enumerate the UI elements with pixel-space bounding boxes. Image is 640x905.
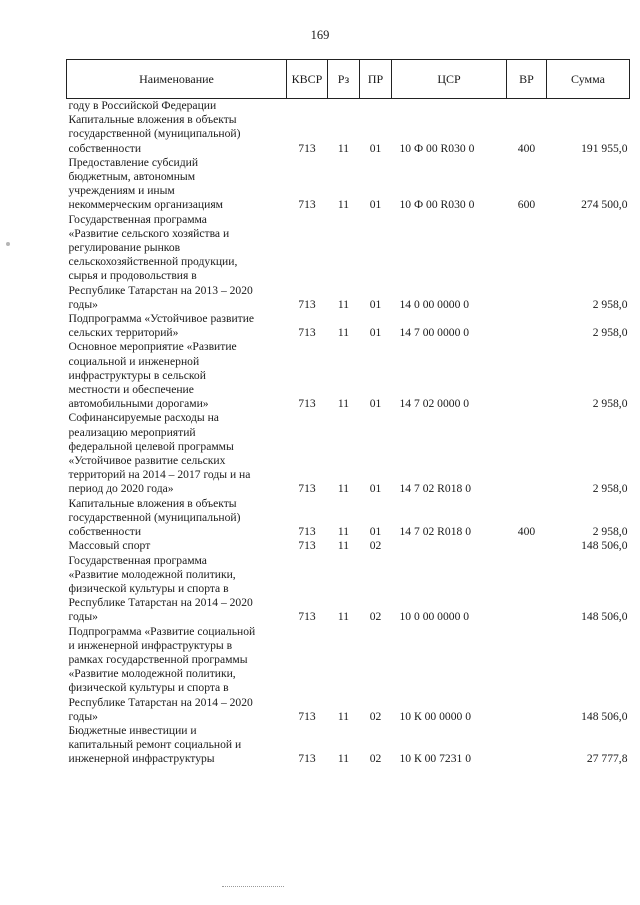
- row-sum: 148 506,0: [581, 610, 628, 624]
- bottom-scan-mark: [222, 886, 284, 889]
- row-rz: [328, 99, 360, 114]
- row-csr: [392, 99, 507, 114]
- table-row: [67, 99, 630, 114]
- row-sum: 148 506,0: [581, 539, 628, 553]
- row-pr: 01: [369, 198, 382, 212]
- row-name-line: физической культуры и спорта в: [68, 681, 229, 695]
- row-kvsr: 713: [298, 610, 316, 624]
- row-pr: 01: [369, 297, 382, 311]
- row-pr: [360, 99, 392, 114]
- row-name-line: Республике Татарстан на 2013 – 2020: [68, 283, 253, 297]
- row-rz: 11: [337, 525, 350, 539]
- row-csr: 14 7 02 R018 0: [399, 525, 471, 539]
- row-vr: 600: [517, 198, 536, 212]
- row-sum: 2 958,0: [592, 482, 628, 496]
- header-sum: Сумма: [547, 60, 630, 99]
- table-row: [67, 724, 630, 767]
- row-pr: 01: [369, 326, 382, 340]
- row-name-line: Государственная программа: [68, 553, 207, 567]
- header-kvsr: КВСР: [287, 60, 328, 99]
- row-name-line: Бюджетные инвестиции и: [68, 723, 197, 737]
- table-row: [67, 340, 630, 411]
- row-name-line: собственности: [68, 141, 142, 155]
- row-kvsr: 713: [298, 326, 316, 340]
- row-vr: [507, 539, 547, 553]
- table-row: [67, 213, 630, 312]
- row-vr: [507, 340, 547, 411]
- row-name-line: инженерной инфраструктуры: [68, 752, 215, 766]
- row-name-line: капитальный ремонт социальной и: [68, 738, 242, 752]
- row-pr: 02: [369, 539, 382, 553]
- row-rz: 11: [337, 397, 350, 411]
- row-kvsr: 713: [298, 198, 316, 212]
- row-csr: 14 7 02 0000 0: [399, 397, 470, 411]
- row-name-line: физической культуры и спорта в: [68, 581, 229, 595]
- row-pr: 02: [369, 610, 382, 624]
- row-kvsr: 713: [298, 141, 316, 155]
- header-vr: ВР: [507, 60, 547, 99]
- row-name: [67, 99, 287, 114]
- row-name-line: автомобильными дорогами»: [68, 397, 209, 411]
- row-csr: 10 0 00 0000 0: [399, 610, 470, 624]
- row-name-line: годы»: [68, 297, 98, 311]
- row-name-line: местности и обеспечение: [68, 383, 194, 397]
- row-name: [67, 113, 287, 156]
- row-pr: 02: [369, 752, 382, 766]
- row-vr: [507, 312, 547, 340]
- row-name: [67, 340, 287, 411]
- table-row: [67, 554, 630, 625]
- row-name-line: году в Российской Федерации: [68, 99, 217, 112]
- row-rz: 11: [337, 752, 350, 766]
- header-pr: ПР: [360, 60, 392, 99]
- row-sum: 2 958,0: [592, 525, 628, 539]
- table-row: [67, 497, 630, 540]
- page-number: 169: [310, 28, 330, 42]
- row-csr: 14 7 02 R018 0: [399, 482, 471, 496]
- row-csr: 10 К 00 0000 0: [399, 709, 471, 723]
- row-vr: [507, 554, 547, 625]
- row-name-line: территорий на 2014 – 2017 годы и на: [68, 468, 251, 482]
- row-csr: 10 К 00 7231 0: [399, 752, 471, 766]
- row-rz: 11: [337, 141, 350, 155]
- row-name-line: Капитальные вложения в объекты: [68, 496, 237, 510]
- margin-mark: [6, 242, 10, 246]
- row-name-line: «Развитие молодежной политики,: [68, 567, 236, 581]
- row-kvsr: [287, 99, 328, 114]
- table-row: [67, 113, 630, 156]
- row-kvsr: 713: [298, 397, 316, 411]
- row-kvsr: 713: [298, 297, 316, 311]
- row-sum: 274 500,0: [581, 198, 628, 212]
- row-name-line: Подпрограмма «Развитие социальной: [68, 624, 256, 638]
- table-body: [67, 99, 630, 767]
- row-name-line: государственной (муниципальной): [68, 127, 241, 141]
- row-name-line: Капитальные вложения в объекты: [68, 113, 237, 127]
- row-sum: 2 958,0: [592, 397, 628, 411]
- row-rz: 11: [337, 326, 350, 340]
- row-vr: 400: [517, 525, 536, 539]
- row-name-line: Республике Татарстан на 2014 – 2020: [68, 596, 253, 610]
- row-pr: 01: [369, 397, 382, 411]
- row-rz: 11: [337, 610, 350, 624]
- row-sum: 191 955,0: [581, 141, 628, 155]
- row-name: [67, 213, 287, 312]
- row-name: [67, 312, 287, 340]
- row-name-line: регулирование рынков: [68, 241, 181, 255]
- row-name-line: Республике Татарстан на 2014 – 2020: [68, 695, 253, 709]
- table-row: [67, 539, 630, 553]
- row-sum: 148 506,0: [581, 709, 628, 723]
- row-rz: 11: [337, 709, 350, 723]
- row-name-line: сельских территорий»: [68, 326, 179, 340]
- table-row: [67, 411, 630, 496]
- row-name: [67, 411, 287, 496]
- row-name-line: федеральной целевой программы: [68, 439, 234, 453]
- row-name-line: Софинансируемые расходы на: [68, 411, 219, 425]
- row-name-line: Массовый спорт: [68, 539, 151, 553]
- row-sum: [547, 99, 630, 114]
- row-name-line: Основное мероприятие «Развитие: [68, 340, 237, 354]
- row-kvsr: 713: [298, 709, 316, 723]
- row-vr: [507, 724, 547, 767]
- row-name-line: Государственная программа: [68, 212, 207, 226]
- row-pr: 01: [369, 141, 382, 155]
- row-pr: 01: [369, 482, 382, 496]
- row-sum: 2 958,0: [592, 326, 628, 340]
- row-name-line: бюджетным, автономным: [68, 170, 196, 184]
- row-name-line: годы»: [68, 610, 98, 624]
- row-name-line: «Развитие сельского хозяйства и: [68, 226, 230, 240]
- row-kvsr: 713: [298, 482, 316, 496]
- row-rz: 11: [337, 297, 350, 311]
- row-kvsr: 713: [298, 752, 316, 766]
- row-name: [67, 724, 287, 767]
- row-name-line: государственной (муниципальной): [68, 510, 241, 524]
- row-name-line: Предоставление субсидий: [68, 155, 199, 169]
- row-csr: 14 0 00 0000 0: [399, 297, 470, 311]
- row-name-line: годы»: [68, 709, 98, 723]
- row-sum: 2 958,0: [592, 297, 628, 311]
- row-name-line: период до 2020 года»: [68, 482, 174, 496]
- budget-table: [66, 59, 630, 767]
- header-rz: Рз: [328, 60, 360, 99]
- header-name: Наименование: [67, 60, 287, 99]
- row-name: [67, 625, 287, 724]
- row-name: [67, 554, 287, 625]
- row-vr: 400: [517, 141, 536, 155]
- row-name-line: собственности: [68, 525, 142, 539]
- row-name-line: некоммерческим организациям: [68, 198, 223, 212]
- row-name-line: сельскохозяйственной продукции,: [68, 255, 238, 269]
- row-csr: 10 Ф 00 R030 0: [399, 141, 475, 155]
- row-vr: [507, 411, 547, 496]
- row-name-line: и инженерной инфраструктуры в: [68, 638, 233, 652]
- row-name-line: социальной и инженерной: [68, 354, 200, 368]
- row-name: [67, 156, 287, 213]
- row-name: [67, 539, 287, 553]
- header-csr: ЦСР: [392, 60, 507, 99]
- row-name-line: инфраструктуры в сельской: [68, 368, 206, 382]
- row-kvsr: 713: [298, 539, 316, 553]
- row-name-line: сырья и продовольствия в: [68, 269, 197, 283]
- table-row: [67, 312, 630, 340]
- table-header-row: [67, 60, 630, 99]
- row-csr: 14 7 00 0000 0: [399, 326, 470, 340]
- row-name-line: учреждениям и иным: [68, 184, 175, 198]
- row-vr: [507, 213, 547, 312]
- row-csr: [392, 539, 507, 553]
- row-name-line: реализацию мероприятий: [68, 425, 196, 439]
- row-pr: 01: [369, 525, 382, 539]
- row-name-line: Подпрограмма «Устойчивое развитие: [68, 312, 255, 326]
- row-name-line: рамках государственной программы: [68, 652, 248, 666]
- row-name: [67, 497, 287, 540]
- row-sum: 27 777,8: [586, 752, 628, 766]
- row-name-line: «Развитие молодежной политики,: [68, 667, 236, 681]
- row-kvsr: 713: [298, 525, 316, 539]
- table-row: [67, 625, 630, 724]
- row-vr: [507, 625, 547, 724]
- row-csr: 10 Ф 00 R030 0: [399, 198, 475, 212]
- row-pr: 02: [369, 709, 382, 723]
- row-name-line: «Устойчивое развитие сельских: [68, 454, 226, 468]
- row-rz: 11: [337, 539, 350, 553]
- row-rz: 11: [337, 482, 350, 496]
- row-rz: 11: [337, 198, 350, 212]
- row-vr: [507, 99, 547, 114]
- table-row: [67, 156, 630, 213]
